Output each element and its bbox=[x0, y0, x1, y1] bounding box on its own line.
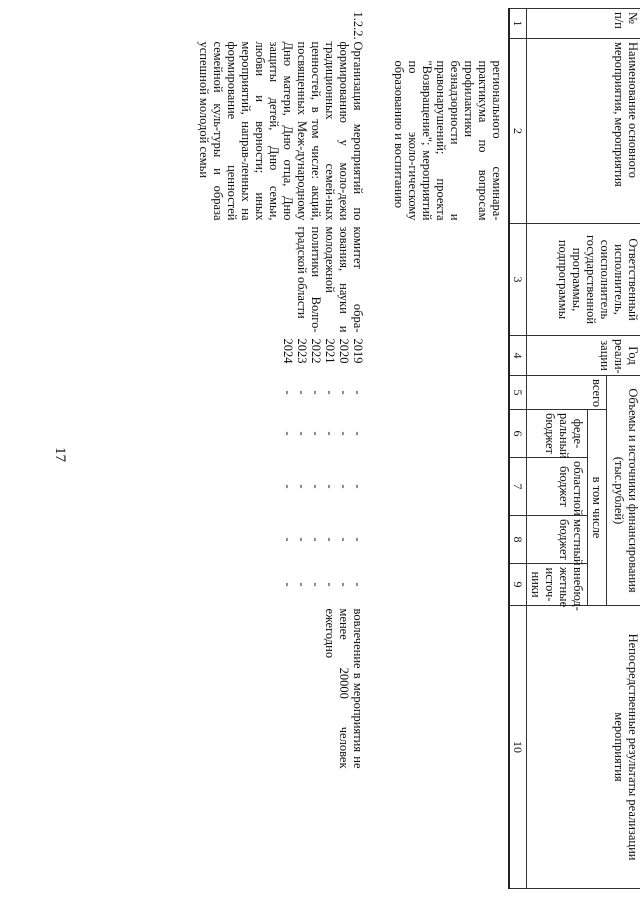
col-number: 2 bbox=[509, 39, 527, 224]
header-name: Наименование основного мероприятия, мероприятия bbox=[527, 39, 640, 224]
header-extra: внебюд-жетные источ-ники bbox=[527, 564, 588, 606]
federal-values: - - - - - - bbox=[281, 431, 365, 436]
header-responsible: Ответственный исполнитель, соисполнитель государственной программы, подпрограммы bbox=[527, 224, 640, 336]
header-including: в том числе bbox=[588, 410, 607, 606]
col-number: 1 bbox=[509, 9, 527, 39]
row-result: вовлечение в мероприятия не менее 20000 человек ежегодно bbox=[323, 608, 365, 769]
page-number: 17 bbox=[52, 447, 68, 462]
header-federal: феде-ральный бюджет bbox=[527, 410, 588, 458]
header-finance: Объемы и источники финансирования (тыс.рублей) bbox=[607, 376, 640, 606]
regional-values: - - - - - - bbox=[281, 484, 365, 489]
row-name: Организация мероприятий по формированию у моло-дежи традиционных семей-ных ценностей, в том числе: акций, посвященных Меж-дународному Дню матери, Дню отца, Дню защиты детей, Дню семьи, любви и верности; иных мероприятий, направ-ленных на формирование ценностей семейной куль-туры и образа успешной молодой семьи bbox=[197, 41, 365, 221]
row-number: 1.2.2. bbox=[351, 11, 365, 40]
col-number: 7 bbox=[509, 458, 527, 516]
col-number: 6 bbox=[509, 410, 527, 458]
col-number: 9 bbox=[509, 564, 527, 606]
column-numbers-row bbox=[509, 9, 527, 889]
header-num: № п/п bbox=[527, 9, 640, 39]
total-values: - - - - - - bbox=[281, 390, 365, 395]
header-results: Непосредственные результаты реализации мероприятия bbox=[527, 606, 640, 889]
program-table bbox=[193, 8, 640, 889]
row-responsible: комитет обра-зования, науки и молодежной политики Волго-градской области bbox=[295, 226, 365, 333]
col-number: 4 bbox=[509, 336, 527, 376]
rotated-table-container bbox=[69, 8, 640, 888]
year-value: 2022 bbox=[309, 338, 323, 364]
year-value: 2019 bbox=[351, 338, 365, 364]
year-value: 2024 bbox=[281, 338, 295, 364]
table-row bbox=[193, 9, 369, 889]
extra-values: - - - - - - bbox=[281, 582, 365, 587]
header-year: Год реали-зации bbox=[527, 336, 640, 376]
col-number: 8 bbox=[509, 516, 527, 564]
year-value: 2020 bbox=[337, 338, 351, 364]
col-number: 3 bbox=[509, 224, 527, 336]
continuation-text: регионального семинара-практикума по вопросам профилактики безнадзорности и правонарушений; проекта "Возвращение"; мероприятий по эколо-гическому образованию и воспитанию bbox=[392, 60, 504, 221]
header-total: всего bbox=[527, 376, 607, 410]
year-value: 2023 bbox=[295, 338, 309, 364]
row-years bbox=[193, 336, 369, 376]
col-number: 10 bbox=[509, 606, 527, 889]
col-number: 5 bbox=[509, 376, 527, 410]
header-local: местный бюджет bbox=[527, 516, 588, 564]
year-value: 2021 bbox=[323, 338, 337, 364]
header-regional: областной бюджет bbox=[527, 458, 588, 516]
local-values: - - - - - - bbox=[281, 537, 365, 542]
